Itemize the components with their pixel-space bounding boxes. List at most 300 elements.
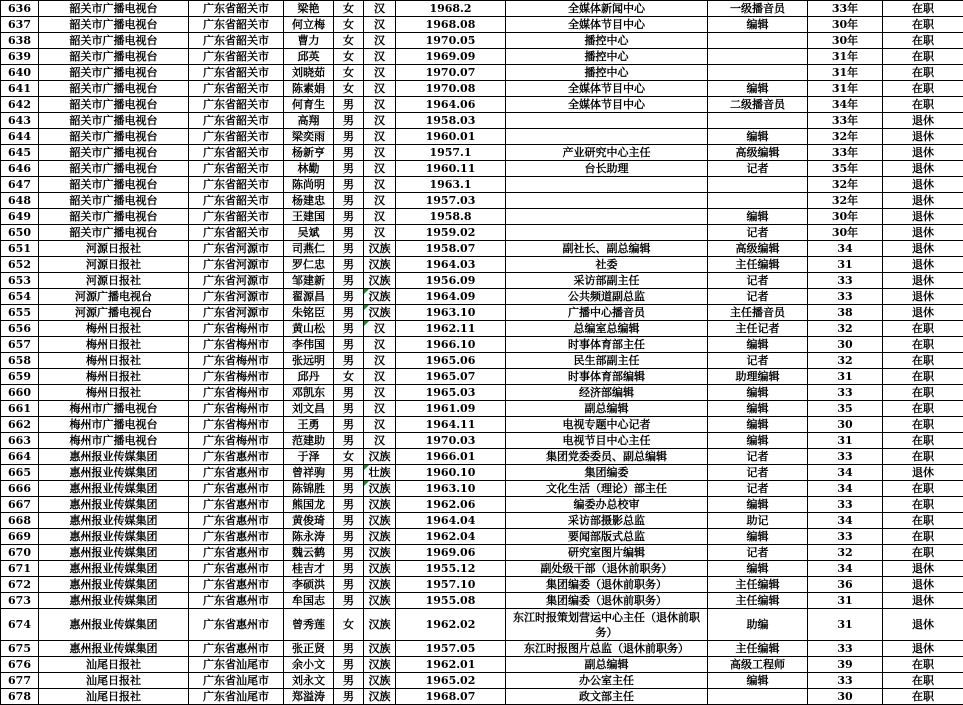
region-cell: 广东省惠州市 <box>189 513 284 529</box>
row-number-cell: 659 <box>1 369 39 385</box>
status-cell: 在职 <box>883 1 963 17</box>
years-cell: 38 <box>808 305 883 321</box>
region-cell: 广东省梅州市 <box>189 353 284 369</box>
region-cell: 广东省河源市 <box>189 241 284 257</box>
birth-date-cell: 1969.06 <box>396 545 506 561</box>
status-cell: 在职 <box>883 17 963 33</box>
region-cell: 广东省韶关市 <box>189 193 284 209</box>
ethnicity-cell: 汉 <box>364 129 396 145</box>
birth-date-cell: 1957.10 <box>396 577 506 593</box>
ethnicity-cell: 汉族 <box>364 481 396 497</box>
table-row <box>1 113 963 129</box>
status-cell: 在职 <box>883 33 963 49</box>
title-cell: 记者 <box>708 225 808 241</box>
name-cell: 黄俊琦 <box>284 513 334 529</box>
ethnicity-cell: 汉 <box>364 97 396 113</box>
table-row <box>1 257 963 273</box>
title-cell: 助理编辑 <box>708 369 808 385</box>
row-number-cell: 676 <box>1 657 39 673</box>
position-cell: 集团编委（退休前职务） <box>506 577 708 593</box>
status-cell: 退休 <box>883 609 963 641</box>
gender-cell: 男 <box>334 401 364 417</box>
title-cell <box>708 177 808 193</box>
row-number-cell: 665 <box>1 465 39 481</box>
name-cell: 余小文 <box>284 657 334 673</box>
organization-cell: 韶关市广播电视台 <box>39 129 189 145</box>
name-cell: 邱英 <box>284 49 334 65</box>
birth-date-cell: 1957.1 <box>396 145 506 161</box>
region-cell: 广东省韶关市 <box>189 145 284 161</box>
row-number-cell: 658 <box>1 353 39 369</box>
table-row <box>1 209 963 225</box>
table-row <box>1 305 963 321</box>
table-row <box>1 609 963 641</box>
title-cell: 高级工程师 <box>708 657 808 673</box>
years-cell: 33 <box>808 273 883 289</box>
organization-cell: 韶关市广播电视台 <box>39 177 189 193</box>
status-cell: 退休 <box>883 145 963 161</box>
birth-date-cell: 1962.11 <box>396 321 506 337</box>
gender-cell: 男 <box>334 145 364 161</box>
table-row <box>1 417 963 433</box>
status-cell: 在职 <box>883 353 963 369</box>
name-cell: 何育生 <box>284 97 334 113</box>
gender-cell: 女 <box>334 1 364 17</box>
title-cell: 编辑 <box>708 673 808 689</box>
region-cell: 广东省韶关市 <box>189 177 284 193</box>
region-cell: 广东省韶关市 <box>189 209 284 225</box>
region-cell: 广东省河源市 <box>189 257 284 273</box>
gender-cell: 男 <box>334 689 364 705</box>
table-row <box>1 177 963 193</box>
row-number-cell: 637 <box>1 17 39 33</box>
name-cell: 曹力 <box>284 33 334 49</box>
title-cell: 记者 <box>708 465 808 481</box>
ethnicity-cell: 汉族 <box>364 689 396 705</box>
birth-date-cell: 1957.03 <box>396 193 506 209</box>
organization-cell: 河源日报社 <box>39 257 189 273</box>
status-cell: 在职 <box>883 545 963 561</box>
gender-cell: 女 <box>334 49 364 65</box>
organization-cell: 韶关市广播电视台 <box>39 1 189 17</box>
title-cell <box>708 33 808 49</box>
birth-date-cell: 1968.07 <box>396 689 506 705</box>
title-cell: 记者 <box>708 545 808 561</box>
region-cell: 广东省汕尾市 <box>189 657 284 673</box>
organization-cell: 惠州报业传媒集团 <box>39 497 189 513</box>
name-cell: 陈素娟 <box>284 81 334 97</box>
table-row <box>1 513 963 529</box>
row-number-cell: 657 <box>1 337 39 353</box>
title-cell: 主任编辑 <box>708 257 808 273</box>
region-cell: 广东省梅州市 <box>189 433 284 449</box>
years-cell: 33年 <box>808 113 883 129</box>
status-cell: 退休 <box>883 193 963 209</box>
name-cell: 杨建忠 <box>284 193 334 209</box>
ethnicity-cell: 汉族 <box>364 241 396 257</box>
name-cell: 李硕洪 <box>284 577 334 593</box>
name-cell: 朱铭臣 <box>284 305 334 321</box>
birth-date-cell: 1962.04 <box>396 529 506 545</box>
table-row <box>1 193 963 209</box>
years-cell: 36 <box>808 577 883 593</box>
table-row <box>1 65 963 81</box>
ethnicity-cell: 汉族 <box>364 641 396 657</box>
name-cell: 陈锦胜 <box>284 481 334 497</box>
organization-cell: 韶关市广播电视台 <box>39 65 189 81</box>
row-number-cell: 668 <box>1 513 39 529</box>
position-cell: 全媒体新闻中心 <box>506 1 708 17</box>
gender-cell: 女 <box>334 33 364 49</box>
organization-cell: 惠州报业传媒集团 <box>39 513 189 529</box>
status-cell: 在职 <box>883 65 963 81</box>
title-cell: 记者 <box>708 161 808 177</box>
status-cell: 在职 <box>883 97 963 113</box>
organization-cell: 梅州日报社 <box>39 353 189 369</box>
position-cell: 公共频道副总监 <box>506 289 708 305</box>
name-cell: 吴斌 <box>284 225 334 241</box>
ethnicity-cell: 汉 <box>364 177 396 193</box>
ethnicity-cell: 汉族 <box>364 593 396 609</box>
position-cell: 时事体育部主任 <box>506 337 708 353</box>
years-cell: 32 <box>808 545 883 561</box>
table-row <box>1 369 963 385</box>
birth-date-cell: 1970.08 <box>396 81 506 97</box>
name-cell: 张远明 <box>284 353 334 369</box>
row-number-cell: 642 <box>1 97 39 113</box>
status-cell: 在职 <box>883 657 963 673</box>
ethnicity-cell: 汉 <box>364 65 396 81</box>
title-cell: 二级播音员 <box>708 97 808 113</box>
region-cell: 广东省惠州市 <box>189 577 284 593</box>
position-cell: 电视专题中心记者 <box>506 417 708 433</box>
birth-date-cell: 1968.2 <box>396 1 506 17</box>
status-cell: 在职 <box>883 689 963 705</box>
ethnicity-cell: 汉族 <box>364 273 396 289</box>
gender-cell: 男 <box>334 353 364 369</box>
birth-date-cell: 1964.09 <box>396 289 506 305</box>
region-cell: 广东省梅州市 <box>189 401 284 417</box>
title-cell: 主任编辑 <box>708 577 808 593</box>
gender-cell: 男 <box>334 577 364 593</box>
title-cell: 编辑 <box>708 81 808 97</box>
gender-cell: 男 <box>334 641 364 657</box>
ethnicity-cell: 汉族 <box>364 289 396 305</box>
birth-date-cell: 1970.07 <box>396 65 506 81</box>
birth-date-cell: 1956.09 <box>396 273 506 289</box>
title-cell: 主任编辑 <box>708 641 808 657</box>
gender-cell: 男 <box>334 673 364 689</box>
name-cell: 曾秀莲 <box>284 609 334 641</box>
status-cell: 在职 <box>883 49 963 65</box>
position-cell: 台长助理 <box>506 161 708 177</box>
region-cell: 广东省惠州市 <box>189 593 284 609</box>
gender-cell: 男 <box>334 129 364 145</box>
years-cell: 33 <box>808 289 883 305</box>
ethnicity-cell: 汉 <box>364 385 396 401</box>
years-cell: 31 <box>808 369 883 385</box>
position-cell: 产业研究中心主任 <box>506 145 708 161</box>
name-cell: 陈永涛 <box>284 529 334 545</box>
table-row <box>1 561 963 577</box>
organization-cell: 韶关市广播电视台 <box>39 113 189 129</box>
birth-date-cell: 1958.07 <box>396 241 506 257</box>
table-row <box>1 465 963 481</box>
row-number-cell: 644 <box>1 129 39 145</box>
row-number-cell: 663 <box>1 433 39 449</box>
years-cell: 34 <box>808 465 883 481</box>
organization-cell: 惠州报业传媒集团 <box>39 593 189 609</box>
organization-cell: 惠州报业传媒集团 <box>39 481 189 497</box>
region-cell: 广东省惠州市 <box>189 545 284 561</box>
ethnicity-cell: 汉 <box>364 225 396 241</box>
position-cell: 副社长、副总编辑 <box>506 241 708 257</box>
row-number-cell: 640 <box>1 65 39 81</box>
name-cell: 黄山松 <box>284 321 334 337</box>
birth-date-cell: 1964.06 <box>396 97 506 113</box>
title-cell: 主任编辑 <box>708 593 808 609</box>
table-row <box>1 497 963 513</box>
position-cell: 集团编委（退休前职务） <box>506 593 708 609</box>
status-cell: 退休 <box>883 209 963 225</box>
row-number-cell: 646 <box>1 161 39 177</box>
ethnicity-cell: 汉 <box>364 321 396 337</box>
region-cell: 广东省惠州市 <box>189 481 284 497</box>
organization-cell: 惠州报业传媒集团 <box>39 561 189 577</box>
table-row <box>1 481 963 497</box>
table-row <box>1 17 963 33</box>
region-cell: 广东省梅州市 <box>189 321 284 337</box>
years-cell: 31 <box>808 257 883 273</box>
table-row <box>1 673 963 689</box>
status-cell: 在职 <box>883 337 963 353</box>
table-row <box>1 433 963 449</box>
years-cell: 31年 <box>808 65 883 81</box>
name-cell: 牟国志 <box>284 593 334 609</box>
organization-cell: 梅州日报社 <box>39 369 189 385</box>
position-cell: 办公室主任 <box>506 673 708 689</box>
position-cell: 时事体育部编辑 <box>506 369 708 385</box>
years-cell: 33 <box>808 449 883 465</box>
row-number-cell: 652 <box>1 257 39 273</box>
ethnicity-cell: 汉 <box>364 145 396 161</box>
name-cell: 于泽 <box>284 449 334 465</box>
region-cell: 广东省惠州市 <box>189 449 284 465</box>
position-cell: 经济部编辑 <box>506 385 708 401</box>
region-cell: 广东省汕尾市 <box>189 673 284 689</box>
ethnicity-cell: 汉 <box>364 113 396 129</box>
birth-date-cell: 1969.09 <box>396 49 506 65</box>
row-number-cell: 669 <box>1 529 39 545</box>
gender-cell: 女 <box>334 17 364 33</box>
organization-cell: 汕尾日报社 <box>39 657 189 673</box>
row-number-cell: 654 <box>1 289 39 305</box>
position-cell <box>506 209 708 225</box>
gender-cell: 男 <box>334 545 364 561</box>
birth-date-cell: 1960.10 <box>396 465 506 481</box>
position-cell: 总编室总编辑 <box>506 321 708 337</box>
row-number-cell: 643 <box>1 113 39 129</box>
table-body <box>1 1 963 705</box>
table-row <box>1 577 963 593</box>
position-cell: 副处级干部（退休前职务） <box>506 561 708 577</box>
name-cell: 罗仁忠 <box>284 257 334 273</box>
gender-cell: 女 <box>334 81 364 97</box>
table-row <box>1 289 963 305</box>
status-cell: 退休 <box>883 577 963 593</box>
status-cell: 在职 <box>883 481 963 497</box>
title-cell <box>708 193 808 209</box>
ethnicity-cell: 汉 <box>364 1 396 17</box>
years-cell: 39 <box>808 657 883 673</box>
ethnicity-cell: 汉 <box>364 81 396 97</box>
years-cell: 30 <box>808 689 883 705</box>
status-cell: 在职 <box>883 529 963 545</box>
title-cell: 助记 <box>708 513 808 529</box>
gender-cell: 女 <box>334 369 364 385</box>
table-row <box>1 97 963 113</box>
position-cell: 广播中心播音员 <box>506 305 708 321</box>
table-row <box>1 657 963 673</box>
organization-cell: 惠州报业传媒集团 <box>39 641 189 657</box>
gender-cell: 男 <box>334 273 364 289</box>
gender-cell: 男 <box>334 113 364 129</box>
name-cell: 郑溢涛 <box>284 689 334 705</box>
organization-cell: 韶关市广播电视台 <box>39 81 189 97</box>
years-cell: 34年 <box>808 97 883 113</box>
region-cell: 广东省梅州市 <box>189 337 284 353</box>
table-row <box>1 385 963 401</box>
status-cell: 退休 <box>883 177 963 193</box>
years-cell: 33 <box>808 641 883 657</box>
years-cell: 31年 <box>808 49 883 65</box>
region-cell: 广东省韶关市 <box>189 17 284 33</box>
birth-date-cell: 1960.11 <box>396 161 506 177</box>
row-number-cell: 636 <box>1 1 39 17</box>
table-row <box>1 81 963 97</box>
position-cell: 副总编辑 <box>506 657 708 673</box>
title-cell: 主任播音员 <box>708 305 808 321</box>
name-cell: 高翔 <box>284 113 334 129</box>
table-row <box>1 129 963 145</box>
organization-cell: 惠州报业传媒集团 <box>39 545 189 561</box>
table-row <box>1 33 963 49</box>
position-cell <box>506 177 708 193</box>
birth-date-cell: 1958.03 <box>396 113 506 129</box>
row-number-cell: 677 <box>1 673 39 689</box>
name-cell: 刘晓茹 <box>284 65 334 81</box>
ethnicity-cell: 汉 <box>364 369 396 385</box>
position-cell <box>506 129 708 145</box>
birth-date-cell: 1961.09 <box>396 401 506 417</box>
organization-cell: 韶关市广播电视台 <box>39 209 189 225</box>
years-cell: 33 <box>808 385 883 401</box>
birth-date-cell: 1964.03 <box>396 257 506 273</box>
birth-date-cell: 1966.10 <box>396 337 506 353</box>
gender-cell: 男 <box>334 177 364 193</box>
position-cell <box>506 225 708 241</box>
position-cell: 文化生活（理论）部主任 <box>506 481 708 497</box>
region-cell: 广东省韶关市 <box>189 113 284 129</box>
organization-cell: 梅州市广播电视台 <box>39 401 189 417</box>
region-cell: 广东省韶关市 <box>189 129 284 145</box>
ethnicity-cell: 汉 <box>364 33 396 49</box>
ethnicity-cell: 汉族 <box>364 305 396 321</box>
row-number-cell: 671 <box>1 561 39 577</box>
region-cell: 广东省韶关市 <box>189 1 284 17</box>
ethnicity-cell: 汉族 <box>364 577 396 593</box>
gender-cell: 男 <box>334 497 364 513</box>
status-cell: 退休 <box>883 241 963 257</box>
name-cell: 范建助 <box>284 433 334 449</box>
years-cell: 32年 <box>808 177 883 193</box>
organization-cell: 韶关市广播电视台 <box>39 97 189 113</box>
birth-date-cell: 1959.02 <box>396 225 506 241</box>
years-cell: 32 <box>808 321 883 337</box>
status-cell: 在职 <box>883 401 963 417</box>
ethnicity-cell: 汉 <box>364 433 396 449</box>
row-number-cell: 661 <box>1 401 39 417</box>
name-cell: 熊国龙 <box>284 497 334 513</box>
ethnicity-cell: 汉族 <box>364 513 396 529</box>
region-cell: 广东省河源市 <box>189 273 284 289</box>
row-number-cell: 660 <box>1 385 39 401</box>
gender-cell: 男 <box>334 257 364 273</box>
years-cell: 33 <box>808 529 883 545</box>
position-cell: 东江时报策划营运中心主任（退休前职务） <box>506 609 708 641</box>
years-cell: 31 <box>808 433 883 449</box>
name-cell: 何立梅 <box>284 17 334 33</box>
position-cell: 全媒体节目中心 <box>506 97 708 113</box>
organization-cell: 韶关市广播电视台 <box>39 145 189 161</box>
years-cell: 33年 <box>808 1 883 17</box>
ethnicity-cell: 汉 <box>364 337 396 353</box>
status-cell: 在职 <box>883 497 963 513</box>
title-cell: 编辑 <box>708 417 808 433</box>
gender-cell: 男 <box>334 465 364 481</box>
title-cell: 高级编辑 <box>708 145 808 161</box>
gender-cell: 男 <box>334 433 364 449</box>
title-cell <box>708 689 808 705</box>
title-cell: 编辑 <box>708 17 808 33</box>
status-cell: 在职 <box>883 449 963 465</box>
ethnicity-cell: 汉 <box>364 193 396 209</box>
title-cell: 记者 <box>708 273 808 289</box>
organization-cell: 梅州日报社 <box>39 385 189 401</box>
organization-cell: 河源日报社 <box>39 241 189 257</box>
position-cell: 民生部副主任 <box>506 353 708 369</box>
organization-cell: 河源日报社 <box>39 273 189 289</box>
region-cell: 广东省惠州市 <box>189 465 284 481</box>
status-cell: 在职 <box>883 513 963 529</box>
birth-date-cell: 1955.12 <box>396 561 506 577</box>
status-cell: 在职 <box>883 321 963 337</box>
table-row <box>1 145 963 161</box>
gender-cell: 男 <box>334 481 364 497</box>
name-cell: 陈尚明 <box>284 177 334 193</box>
gender-cell: 男 <box>334 161 364 177</box>
birth-date-cell: 1964.11 <box>396 417 506 433</box>
ethnicity-cell: 汉族 <box>364 657 396 673</box>
birth-date-cell: 1958.8 <box>396 209 506 225</box>
birth-date-cell: 1965.06 <box>396 353 506 369</box>
status-cell: 在职 <box>883 81 963 97</box>
position-cell: 政文部主任 <box>506 689 708 705</box>
region-cell: 广东省韶关市 <box>189 161 284 177</box>
years-cell: 33 <box>808 497 883 513</box>
position-cell: 全媒体节目中心 <box>506 81 708 97</box>
region-cell: 广东省惠州市 <box>189 497 284 513</box>
